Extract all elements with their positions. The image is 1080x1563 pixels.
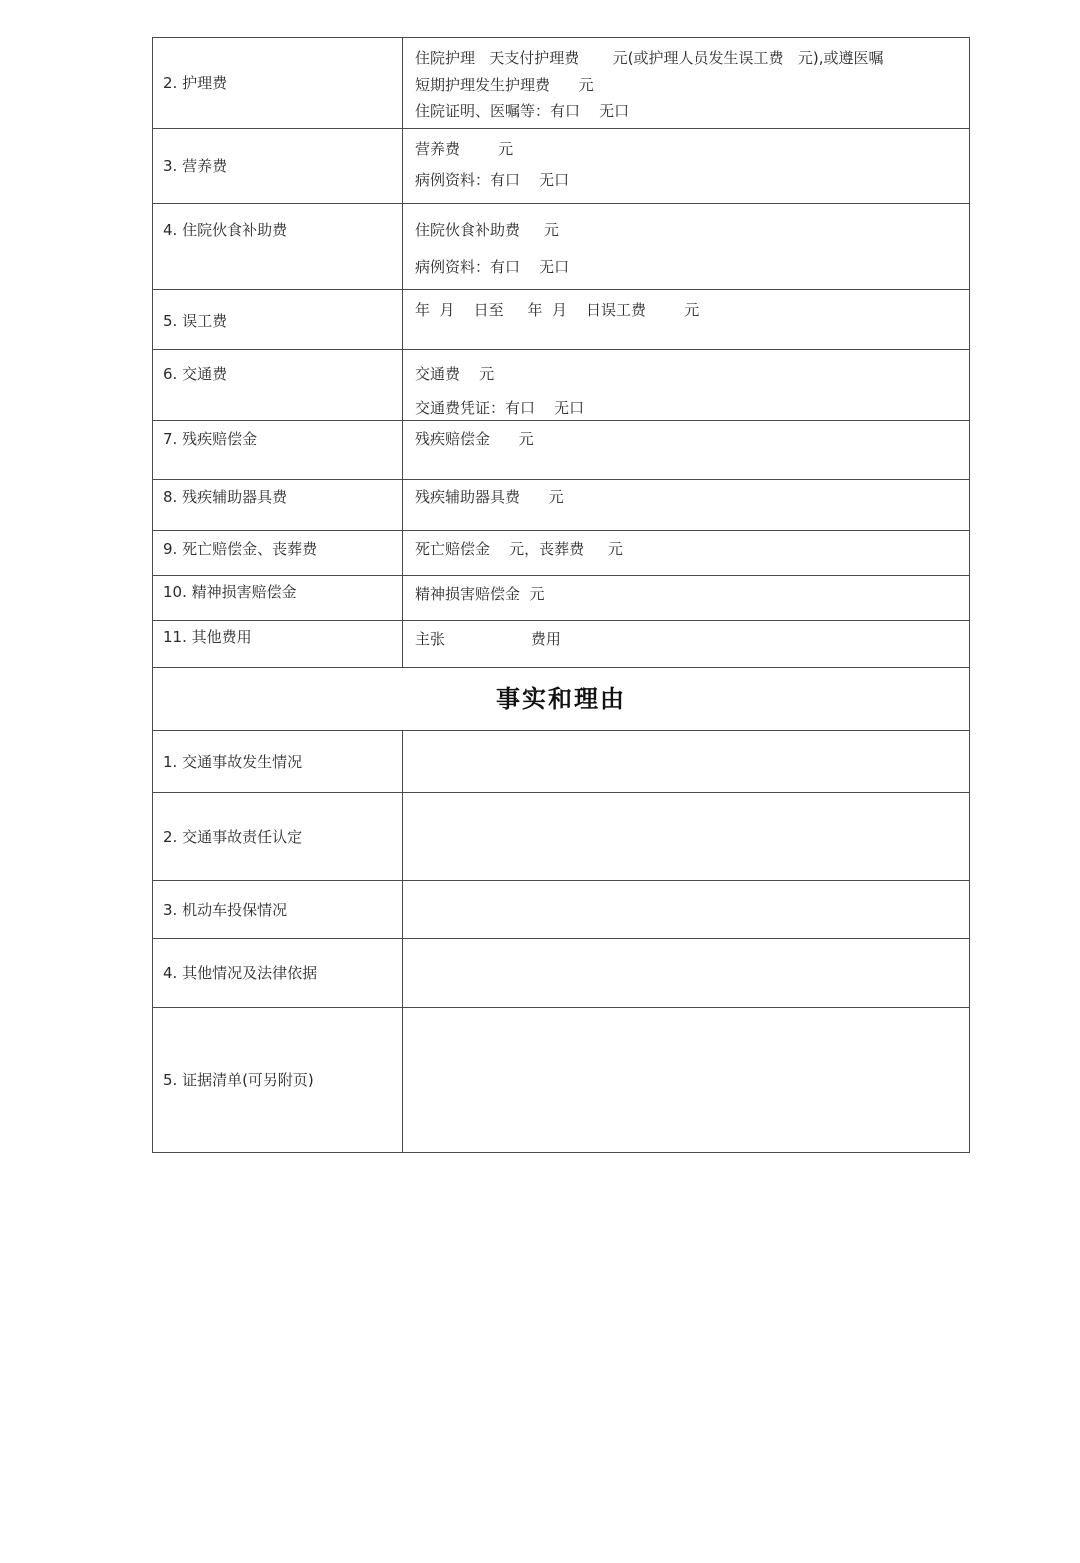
claim-detail-cell[interactable] xyxy=(403,129,970,204)
claim-detail-line: 营养费 元 xyxy=(415,140,514,158)
fact-label-cell xyxy=(153,881,403,939)
claim-detail-line: 主张 费用 xyxy=(415,630,561,648)
claim-detail-line: 住院护理 天支付护理费 元(或护理人员发生误工费 元),或遵医嘱 xyxy=(415,49,884,67)
claim-label-cell xyxy=(153,531,403,576)
claim-label: 9. 死亡赔偿金、丧葬费 xyxy=(163,540,318,558)
fact-input-cell[interactable] xyxy=(403,939,970,1008)
fact-input-cell[interactable] xyxy=(403,793,970,881)
claim-detail-line: 短期护理发生护理费 元 xyxy=(415,76,594,94)
claim-label: 2. 护理费 xyxy=(163,74,228,92)
claim-detail-line: 死亡赔偿金 元，丧葬费 元 xyxy=(415,540,623,558)
claim-detail-line: 年 月 日至 年 月 日误工费 元 xyxy=(415,301,700,319)
fact-input-cell[interactable] xyxy=(403,881,970,939)
claim-row-mental-damages xyxy=(153,576,970,621)
claim-row-disability-compensation xyxy=(153,421,970,480)
claim-label-cell xyxy=(153,480,403,531)
claim-row-lost-wages xyxy=(153,290,970,350)
claim-label: 3. 营养费 xyxy=(163,157,228,175)
claim-label: 10. 精神损害赔偿金 xyxy=(163,583,297,601)
claim-detail-cell[interactable] xyxy=(403,531,970,576)
claim-detail-line: 交通费凭证：有口 无口 xyxy=(415,399,585,417)
claim-label-cell xyxy=(153,129,403,204)
claim-detail-line: 残疾辅助器具费 元 xyxy=(415,488,564,506)
claim-detail-line: 病例资料：有口 无口 xyxy=(415,258,570,276)
claim-row-assistive-devices xyxy=(153,480,970,531)
claim-row-other-costs xyxy=(153,621,970,668)
fact-label: 5. 证据清单(可另附页) xyxy=(163,1071,314,1089)
claim-row-nutrition xyxy=(153,129,970,204)
claim-detail-line: 病例资料：有口 无口 xyxy=(415,171,570,189)
fact-label: 3. 机动车投保情况 xyxy=(163,900,288,919)
fact-row-other-legal-basis xyxy=(153,939,970,1008)
claim-label: 4. 住院伙食补助费 xyxy=(163,221,288,239)
claim-detail-cell[interactable] xyxy=(403,621,970,668)
fact-row-liability-determination xyxy=(153,793,970,881)
claim-detail-cell[interactable] xyxy=(403,38,970,129)
fact-label: 2. 交通事故责任认定 xyxy=(163,827,303,846)
claim-label: 7. 残疾赔偿金 xyxy=(163,430,258,448)
claim-label-cell xyxy=(153,204,403,290)
claim-detail-line: 交通费 元 xyxy=(415,365,495,383)
claim-label-cell xyxy=(153,576,403,621)
claim-detail-line: 住院证明、医嘱等：有口 无口 xyxy=(415,102,630,120)
fact-label-cell xyxy=(153,793,403,881)
claim-row-nursing xyxy=(153,38,970,129)
claim-form-table xyxy=(152,37,970,1153)
fact-row-accident-circumstances xyxy=(153,731,970,793)
claim-detail-cell[interactable] xyxy=(403,204,970,290)
claim-detail-line: 精神损害赔偿金 元 xyxy=(415,585,545,603)
fact-label-cell xyxy=(153,1008,403,1153)
fact-row-insurance-status xyxy=(153,881,970,939)
claim-detail-line: 残疾赔偿金 元 xyxy=(415,430,534,448)
claim-detail-cell[interactable] xyxy=(403,421,970,480)
claim-row-transport xyxy=(153,350,970,421)
fact-input-cell[interactable] xyxy=(403,731,970,793)
fact-label: 1. 交通事故发生情况 xyxy=(163,752,303,771)
claim-label: 8. 残疾辅助器具费 xyxy=(163,488,288,506)
claim-label-cell xyxy=(153,350,403,421)
claim-label-cell xyxy=(153,621,403,668)
claim-row-death-funeral xyxy=(153,531,970,576)
claim-detail-cell[interactable] xyxy=(403,290,970,350)
claim-detail-cell[interactable] xyxy=(403,576,970,621)
fact-input-cell[interactable] xyxy=(403,1008,970,1153)
claim-label: 5. 误工费 xyxy=(163,312,228,330)
claim-row-meal-subsidy xyxy=(153,204,970,290)
claim-label: 11. 其他费用 xyxy=(163,628,252,646)
fact-row-evidence-list xyxy=(153,1008,970,1153)
section-title: 事实和理由 xyxy=(153,668,970,731)
claim-label-cell xyxy=(153,421,403,480)
claim-label-cell xyxy=(153,290,403,350)
fact-label: 4. 其他情况及法律依据 xyxy=(163,964,318,982)
claim-detail-cell[interactable] xyxy=(403,350,970,421)
fact-label-cell xyxy=(153,731,403,793)
section-heading-row xyxy=(153,668,970,731)
claim-detail-line: 住院伙食补助费 元 xyxy=(415,221,559,239)
claim-label: 6. 交通费 xyxy=(163,365,228,383)
claim-detail-cell[interactable] xyxy=(403,480,970,531)
fact-label-cell xyxy=(153,939,403,1008)
claim-label-cell xyxy=(153,38,403,129)
